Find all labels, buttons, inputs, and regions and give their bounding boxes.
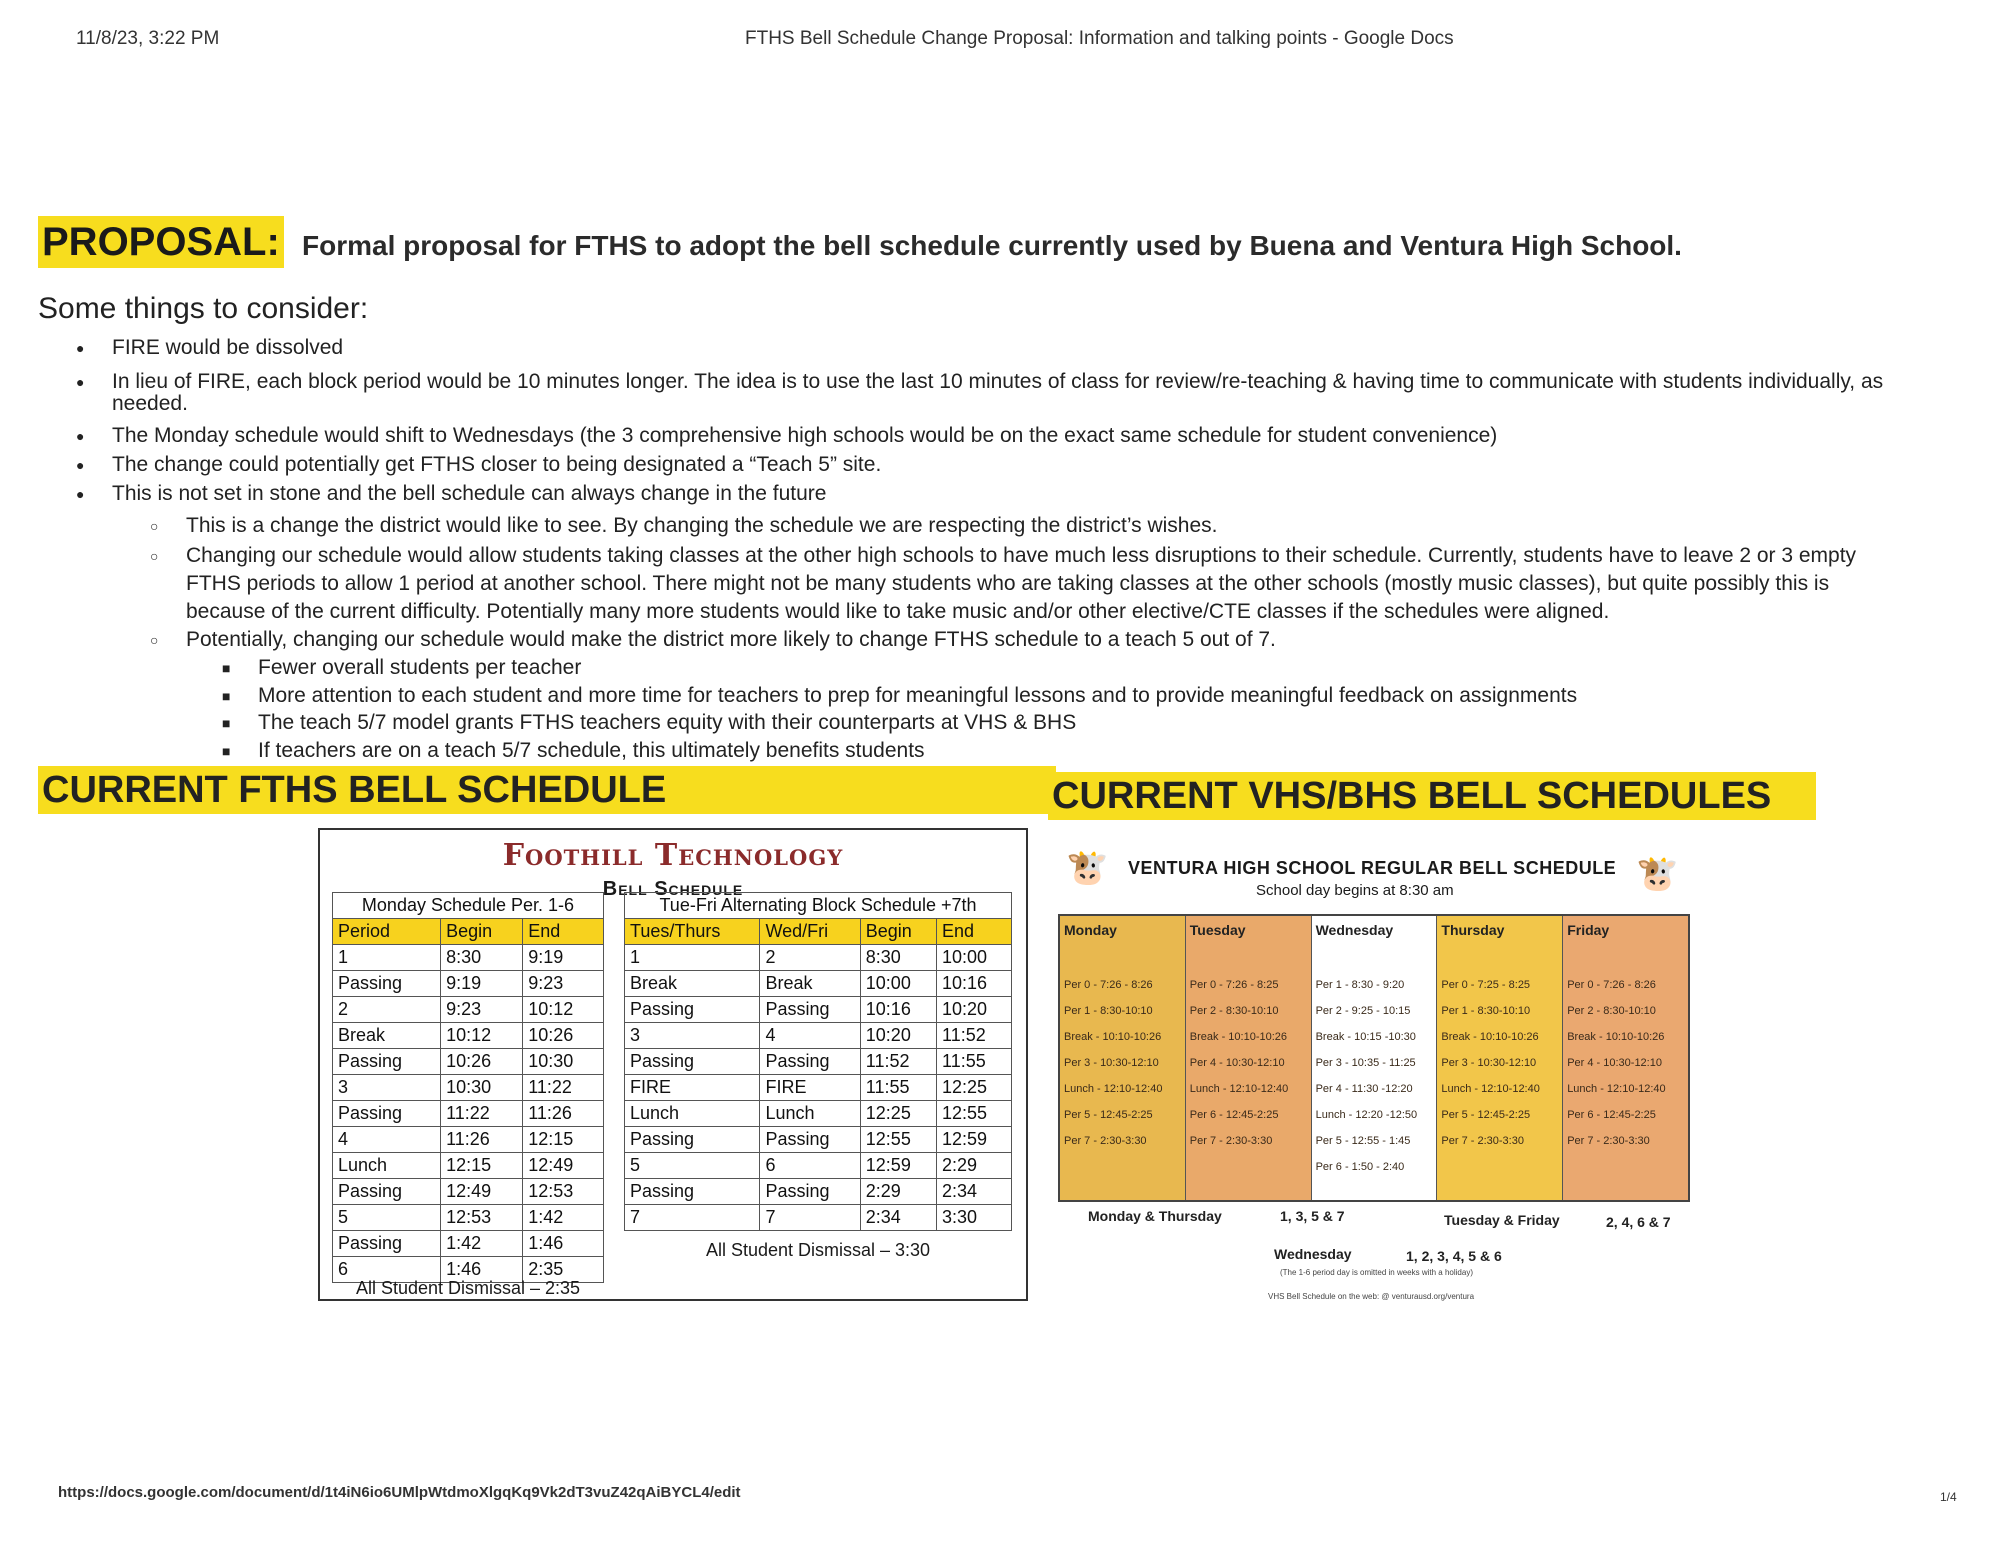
vhs-period-item: Per 3 - 10:30-12:10 bbox=[1064, 1057, 1159, 1069]
column-header: Period bbox=[333, 919, 441, 945]
table-row bbox=[333, 1179, 604, 1205]
table-cell: 12:49 bbox=[441, 1179, 523, 1205]
vhs-period-item: Per 0 - 7:26 - 8:26 bbox=[1567, 979, 1656, 991]
table-row bbox=[333, 1205, 604, 1231]
vhs-period-item: Per 4 - 11:30 -12:20 bbox=[1315, 1083, 1413, 1095]
table-cell: 12:49 bbox=[523, 1153, 604, 1179]
table-cell: 12:59 bbox=[937, 1127, 1012, 1153]
vhs-day-column bbox=[1312, 916, 1438, 1200]
vhs-period-item: Per 6 - 12:45-2:25 bbox=[1189, 1109, 1279, 1121]
block-schedule-caption: Tue-Fri Alternating Block Schedule +7th bbox=[625, 893, 1012, 919]
table-cell: 1:46 bbox=[523, 1231, 604, 1257]
vhs-footer-mon-thu-periods: 1, 3, 5 & 7 bbox=[1280, 1208, 1345, 1224]
table-cell: 1 bbox=[333, 945, 441, 971]
vhs-day-header: Tuesday bbox=[1189, 922, 1246, 938]
vhs-footer-tue-fri: Tuesday & Friday bbox=[1444, 1212, 1560, 1228]
document-title: FTHS Bell Schedule Change Proposal: Information and talking points - Google Docs bbox=[745, 28, 1454, 49]
vhs-period-item: Per 2 - 9:25 - 10:15 bbox=[1315, 1005, 1411, 1017]
table-cell: 10:16 bbox=[937, 971, 1012, 997]
print-datetime: 11/8/23, 3:22 PM bbox=[76, 28, 220, 49]
vhs-period-item: Per 1 - 8:30-10:10 bbox=[1441, 1005, 1531, 1017]
vhs-day-column bbox=[1437, 916, 1563, 1200]
table-row bbox=[625, 1127, 1012, 1153]
table-cell: Passing bbox=[625, 997, 760, 1023]
column-header: Begin bbox=[860, 919, 936, 945]
page-number: 1/4 bbox=[1940, 1490, 1957, 1504]
table-cell: Passing bbox=[333, 1101, 441, 1127]
table-cell: 2:29 bbox=[937, 1153, 1012, 1179]
bullet-item: ● FIRE would be dissolved bbox=[112, 336, 343, 360]
table-cell: 9:23 bbox=[523, 971, 604, 997]
vhs-day-header: Wednesday bbox=[1315, 922, 1394, 938]
vhs-period-item: Lunch - 12:10-12:40 bbox=[1567, 1083, 1666, 1095]
table-cell: 7 bbox=[760, 1205, 860, 1231]
table-row bbox=[625, 1153, 1012, 1179]
table-cell: 10:00 bbox=[860, 971, 936, 997]
table-cell: 2 bbox=[760, 945, 860, 971]
table-row bbox=[625, 1101, 1012, 1127]
sub-bullet-continuation: FTHS periods to allow 1 period at another school. There might not be many students who are taking classes at the other schools (mostly music classes), but quite possibly this is bbox=[186, 572, 1830, 595]
table-cell: 1:42 bbox=[441, 1231, 523, 1257]
table-cell: Break bbox=[625, 971, 760, 997]
table-row bbox=[333, 1075, 604, 1101]
table-row bbox=[333, 997, 604, 1023]
block-schedule-table bbox=[624, 892, 1012, 1231]
table-cell: 9:19 bbox=[523, 945, 604, 971]
table-cell: Passing bbox=[760, 1179, 860, 1205]
vhs-schedule-title: VENTURA HIGH SCHOOL REGULAR BELL SCHEDULE bbox=[1128, 858, 1617, 878]
table-cell: 5 bbox=[333, 1205, 441, 1231]
table-cell: 12:53 bbox=[441, 1205, 523, 1231]
proposal-text: Formal proposal for FTHS to adopt the bell schedule currently used by Buena and Ventura High School. bbox=[302, 230, 1682, 261]
table-cell: Passing bbox=[333, 1049, 441, 1075]
table-row bbox=[333, 1127, 604, 1153]
sub-bullet-item: ○ Potentially, changing our schedule would make the district more likely to change FTHS schedule to a teach 5 out of 7. bbox=[186, 628, 1276, 652]
table-cell: 11:26 bbox=[523, 1101, 604, 1127]
monday-schedule-table bbox=[332, 892, 604, 1283]
table-cell: Lunch bbox=[625, 1101, 760, 1127]
vhs-period-item: Per 7 - 2:30-3:30 bbox=[1064, 1135, 1147, 1147]
proposal-label: PROPOSAL: bbox=[38, 216, 284, 268]
table-row bbox=[625, 1205, 1012, 1231]
vhs-period-item: Per 4 - 10:30-12:10 bbox=[1567, 1057, 1662, 1069]
bullet-item: ● The change could potentially get FTHS closer to being designated a “Teach 5” site. bbox=[112, 453, 881, 477]
table-cell: Passing bbox=[625, 1049, 760, 1075]
table-row bbox=[625, 945, 1012, 971]
table-row bbox=[333, 1023, 604, 1049]
table-cell: 1:42 bbox=[523, 1205, 604, 1231]
consider-heading: Some things to consider: bbox=[38, 292, 369, 325]
table-cell: 2:34 bbox=[937, 1179, 1012, 1205]
table-row bbox=[625, 1023, 1012, 1049]
vhs-footer-mon-thu: Monday & Thursday bbox=[1088, 1208, 1222, 1224]
vhs-period-item: Per 6 - 12:45-2:25 bbox=[1567, 1109, 1656, 1121]
table-cell: 6 bbox=[333, 1257, 441, 1283]
sub-sub-bullet-item: ■ The teach 5/7 model grants FTHS teachers equity with their counterparts at VHS & BHS bbox=[258, 711, 1076, 735]
table-cell: 10:26 bbox=[441, 1049, 523, 1075]
vhs-period-item: Per 0 - 7:25 - 8:25 bbox=[1441, 979, 1531, 991]
table-cell: 10:16 bbox=[860, 997, 936, 1023]
sub-bullet-continuation: because of the current difficulty. Potentially many more students would like to take music and/or other elective/CTE classes if the schedules were aligned. bbox=[186, 600, 1610, 623]
table-cell: 11:26 bbox=[441, 1127, 523, 1153]
table-cell: 4 bbox=[760, 1023, 860, 1049]
fths-schedule-title: Foothill Technology bbox=[502, 838, 844, 873]
table-cell: 11:52 bbox=[937, 1023, 1012, 1049]
block-dismissal: All Student Dismissal – 3:30 bbox=[705, 1240, 931, 1260]
table-cell: 12:59 bbox=[860, 1153, 936, 1179]
table-row bbox=[625, 1049, 1012, 1075]
table-cell: FIRE bbox=[625, 1075, 760, 1101]
vhs-period-item: Lunch - 12:20 -12:50 bbox=[1315, 1109, 1418, 1121]
table-cell: 12:25 bbox=[860, 1101, 936, 1127]
table-row bbox=[625, 971, 1012, 997]
vhs-period-item: Per 0 - 7:26 - 8:25 bbox=[1189, 979, 1279, 991]
bulldog-mascot-icon: 🐮 bbox=[1066, 849, 1109, 887]
table-cell: Passing bbox=[625, 1179, 760, 1205]
table-row bbox=[625, 1179, 1012, 1205]
table-cell: 11:52 bbox=[860, 1049, 936, 1075]
table-row bbox=[333, 945, 604, 971]
table-cell: 10:30 bbox=[523, 1049, 604, 1075]
document-url: https://docs.google.com/document/d/1t4iN6io6UMlpWtdmoXlgqKq9Vk2dT3vuZ42qAiBYCL4/edit bbox=[58, 1484, 741, 1501]
vhs-day-header: Monday bbox=[1064, 922, 1117, 938]
table-row bbox=[333, 1231, 604, 1257]
column-header: End bbox=[523, 919, 604, 945]
vhs-period-item: Break - 10:10-10:26 bbox=[1441, 1031, 1539, 1043]
vhs-footer-wed: Wednesday bbox=[1274, 1246, 1352, 1262]
table-cell: Lunch bbox=[333, 1153, 441, 1179]
vhs-period-item: Per 5 - 12:45-2:25 bbox=[1064, 1109, 1153, 1121]
table-cell: 10:20 bbox=[860, 1023, 936, 1049]
table-cell: 12:55 bbox=[937, 1101, 1012, 1127]
table-row bbox=[625, 1075, 1012, 1101]
bullet-item: ● The Monday schedule would shift to Wednesdays (the 3 comprehensive high schools would be on the exact same schedule for student convenience) bbox=[112, 424, 1497, 448]
table-cell: 5 bbox=[625, 1153, 760, 1179]
table-row bbox=[333, 971, 604, 997]
table-cell: 4 bbox=[333, 1127, 441, 1153]
table-cell: 6 bbox=[760, 1153, 860, 1179]
vhs-holiday-note: (The 1-6 period day is omitted in weeks with a holiday) bbox=[1280, 1268, 1473, 1277]
vhs-day-column bbox=[1186, 916, 1312, 1200]
vhs-day-header: Thursday bbox=[1441, 922, 1505, 938]
table-cell: Passing bbox=[760, 1049, 860, 1075]
vhs-period-item: Lunch - 12:10-12:40 bbox=[1441, 1083, 1540, 1095]
table-cell: 1:46 bbox=[441, 1257, 523, 1283]
table-cell: 12:25 bbox=[937, 1075, 1012, 1101]
table-cell: 11:55 bbox=[860, 1075, 936, 1101]
vhs-period-item: Lunch - 12:10-12:40 bbox=[1189, 1083, 1289, 1095]
vhs-period-item: Break - 10:15 -10:30 bbox=[1315, 1031, 1416, 1043]
vhs-period-item: Per 0 - 7:26 - 8:26 bbox=[1064, 979, 1153, 991]
vhs-footer-tue-fri-periods: 2, 4, 6 & 7 bbox=[1606, 1214, 1671, 1230]
vhs-period-item: Break - 10:10-10:26 bbox=[1189, 1031, 1288, 1043]
table-cell: 7 bbox=[625, 1205, 760, 1231]
vhs-web-note: VHS Bell Schedule on the web: @ venturausd.org/ventura bbox=[1268, 1292, 1475, 1301]
table-cell: Passing bbox=[333, 1179, 441, 1205]
table-row bbox=[625, 997, 1012, 1023]
vhs-period-item: Per 6 - 1:50 - 2:40 bbox=[1315, 1161, 1405, 1173]
table-row bbox=[333, 1101, 604, 1127]
table-cell: 10:12 bbox=[523, 997, 604, 1023]
table-cell: 11:55 bbox=[937, 1049, 1012, 1075]
table-cell: FIRE bbox=[760, 1075, 860, 1101]
table-cell: 12:53 bbox=[523, 1179, 604, 1205]
bullet-continuation: needed. bbox=[112, 392, 188, 415]
table-row bbox=[333, 1049, 604, 1075]
vhs-schedule-subtitle: School day begins at 8:30 am bbox=[1256, 882, 1454, 899]
column-header: End bbox=[937, 919, 1012, 945]
table-row bbox=[333, 1153, 604, 1179]
vhs-period-item: Per 4 - 10:30-12:10 bbox=[1189, 1057, 1285, 1069]
column-header: Wed/Fri bbox=[760, 919, 860, 945]
sub-bullet-item: ○ This is a change the district would like to see. By changing the schedule we are respecting the district’s wishes. bbox=[186, 514, 1217, 538]
fths-section-heading: CURRENT FTHS BELL SCHEDULE bbox=[38, 766, 1056, 814]
monday-dismissal: All Student Dismissal – 2:35 bbox=[355, 1278, 581, 1298]
vhs-period-item: Per 5 - 12:45-2:25 bbox=[1441, 1109, 1531, 1121]
table-cell: 3 bbox=[625, 1023, 760, 1049]
vhs-period-item: Per 7 - 2:30-3:30 bbox=[1441, 1135, 1524, 1147]
vhs-section-heading: CURRENT VHS/BHS BELL SCHEDULES bbox=[1048, 772, 1816, 820]
sub-sub-bullet-item: ■ Fewer overall students per teacher bbox=[258, 656, 581, 680]
table-cell: Passing bbox=[760, 997, 860, 1023]
table-cell: 2:29 bbox=[860, 1179, 936, 1205]
table-cell: 11:22 bbox=[441, 1101, 523, 1127]
vhs-period-item: Per 3 - 10:30-12:10 bbox=[1441, 1057, 1537, 1069]
vhs-period-item: Per 7 - 2:30-3:30 bbox=[1567, 1135, 1650, 1147]
table-cell: 9:19 bbox=[441, 971, 523, 997]
vhs-period-item: Per 2 - 8:30-10:10 bbox=[1567, 1005, 1656, 1017]
table-cell: 8:30 bbox=[860, 945, 936, 971]
sub-sub-bullet-item: ■ If teachers are on a teach 5/7 schedule, this ultimately benefits students bbox=[258, 739, 925, 763]
table-cell: Lunch bbox=[760, 1101, 860, 1127]
table-cell: Break bbox=[760, 971, 860, 997]
vhs-period-item: Per 3 - 10:35 - 11:25 bbox=[1315, 1057, 1416, 1069]
vhs-period-item: Lunch - 12:10-12:40 bbox=[1064, 1083, 1163, 1095]
vhs-period-item: Per 7 - 2:30-3:30 bbox=[1189, 1135, 1273, 1147]
table-cell: 3 bbox=[333, 1075, 441, 1101]
bullet-item: ● In lieu of FIRE, each block period would be 10 minutes longer. The idea is to use the last 10 minutes of class for review/re-teaching & having time to communicate with students individually, as bbox=[112, 370, 1883, 394]
fths-bell-schedule bbox=[318, 828, 1028, 1301]
table-cell: 10:30 bbox=[441, 1075, 523, 1101]
bullet-item: ● This is not set in stone and the bell schedule can always change in the future bbox=[112, 482, 826, 506]
column-header: Tues/Thurs bbox=[625, 919, 760, 945]
vhs-schedule-grid bbox=[1058, 914, 1690, 1202]
vhs-period-item: Per 1 - 8:30-10:10 bbox=[1064, 1005, 1153, 1017]
table-cell: 8:30 bbox=[441, 945, 523, 971]
table-cell: 12:55 bbox=[860, 1127, 936, 1153]
table-cell: Passing bbox=[625, 1127, 760, 1153]
table-cell: 10:12 bbox=[441, 1023, 523, 1049]
table-cell: 10:20 bbox=[937, 997, 1012, 1023]
vhs-day-header: Friday bbox=[1567, 922, 1610, 938]
table-cell: 12:15 bbox=[523, 1127, 604, 1153]
column-header: Begin bbox=[441, 919, 523, 945]
table-cell: Passing bbox=[760, 1127, 860, 1153]
vhs-period-item: Break - 10:10-10:26 bbox=[1567, 1031, 1665, 1043]
table-cell: 3:30 bbox=[937, 1205, 1012, 1231]
table-cell: 2:34 bbox=[860, 1205, 936, 1231]
vhs-period-item: Per 5 - 12:55 - 1:45 bbox=[1315, 1135, 1411, 1147]
bulldog-mascot-icon: 🐮 bbox=[1636, 855, 1679, 893]
table-cell: 11:22 bbox=[523, 1075, 604, 1101]
vhs-day-column bbox=[1060, 916, 1186, 1200]
table-cell: 12:15 bbox=[441, 1153, 523, 1179]
table-cell: 10:26 bbox=[523, 1023, 604, 1049]
table-cell: 2 bbox=[333, 997, 441, 1023]
table-cell: Passing bbox=[333, 971, 441, 997]
vhs-period-item: Per 2 - 8:30-10:10 bbox=[1189, 1005, 1279, 1017]
vhs-day-column bbox=[1563, 916, 1688, 1200]
sub-bullet-item: ○ Changing our schedule would allow students taking classes at the other high schools to have much less disruptions to their schedule. Currently, students have to leave 2 or 3 empty bbox=[186, 544, 1856, 568]
monday-schedule-caption: Monday Schedule Per. 1-6 bbox=[333, 893, 604, 919]
vhs-period-item: Break - 10:10-10:26 bbox=[1064, 1031, 1162, 1043]
sub-sub-bullet-item: ■ More attention to each student and more time for teachers to prep for meaningful lessons and to provide meaningful feedback on assignments bbox=[258, 684, 1577, 708]
table-cell: 9:23 bbox=[441, 997, 523, 1023]
table-cell: 1 bbox=[625, 945, 760, 971]
vhs-period-item: Per 1 - 8:30 - 9:20 bbox=[1315, 979, 1405, 991]
table-cell: 10:00 bbox=[937, 945, 1012, 971]
fths-schedule-subtitle: Bell Schedule bbox=[602, 878, 744, 900]
table-cell: Break bbox=[333, 1023, 441, 1049]
vhs-footer-wed-periods: 1, 2, 3, 4, 5 & 6 bbox=[1406, 1248, 1502, 1264]
table-cell: Passing bbox=[333, 1231, 441, 1257]
table-cell: 2:35 bbox=[523, 1257, 604, 1283]
